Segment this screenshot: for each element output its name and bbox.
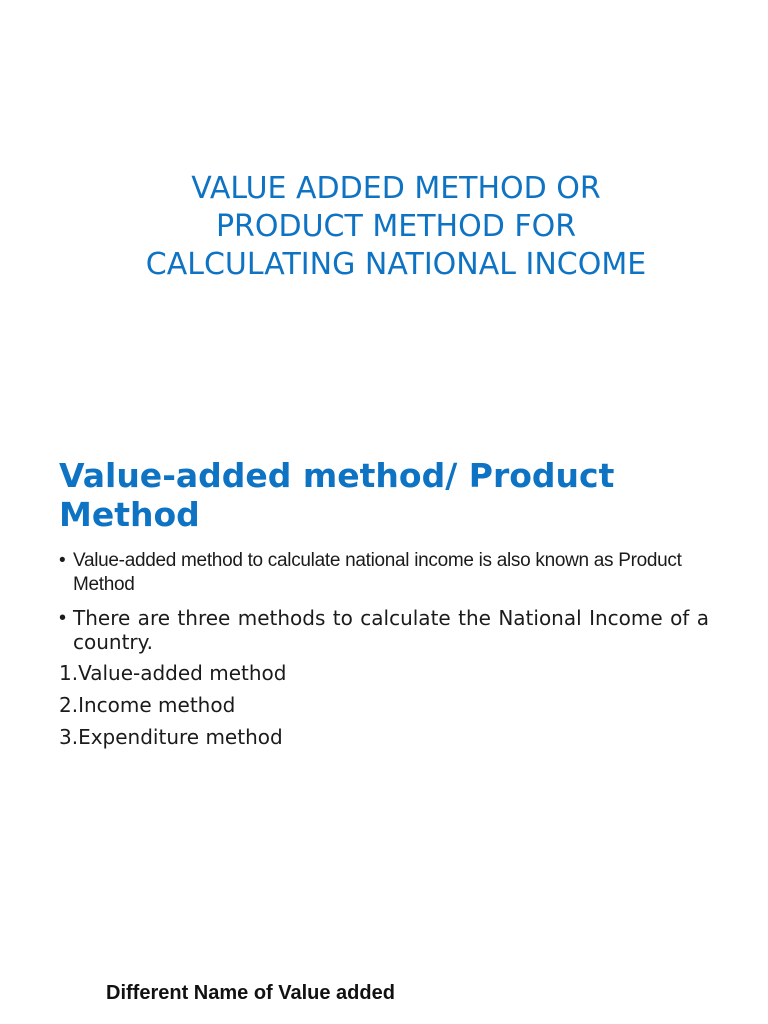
bullet-icon: • [59,607,67,629]
methods-list [59,661,286,757]
bullet-icon: • [59,550,66,571]
bullet-item [59,549,709,597]
section-heading: Value-added method/ Product Method [59,456,615,534]
bullet-list [59,549,709,654]
next-slide-heading: Different Name of Value added [106,982,395,1004]
bullet-item [59,606,709,654]
method-item: 3.Expenditure method [59,725,283,749]
method-item: 2.Income method [59,693,236,717]
bullet-text: Value-added method to calculate national income is also known as Product Method [73,550,682,595]
bullet-text: There are three methods to calculate the National Income of a country. [73,606,709,654]
slide-title: VALUE ADDED METHOD OR PRODUCT METHOD FOR CALCULATING NATIONAL INCOME [145,171,647,282]
method-item: 1.Value-added method [59,661,287,685]
